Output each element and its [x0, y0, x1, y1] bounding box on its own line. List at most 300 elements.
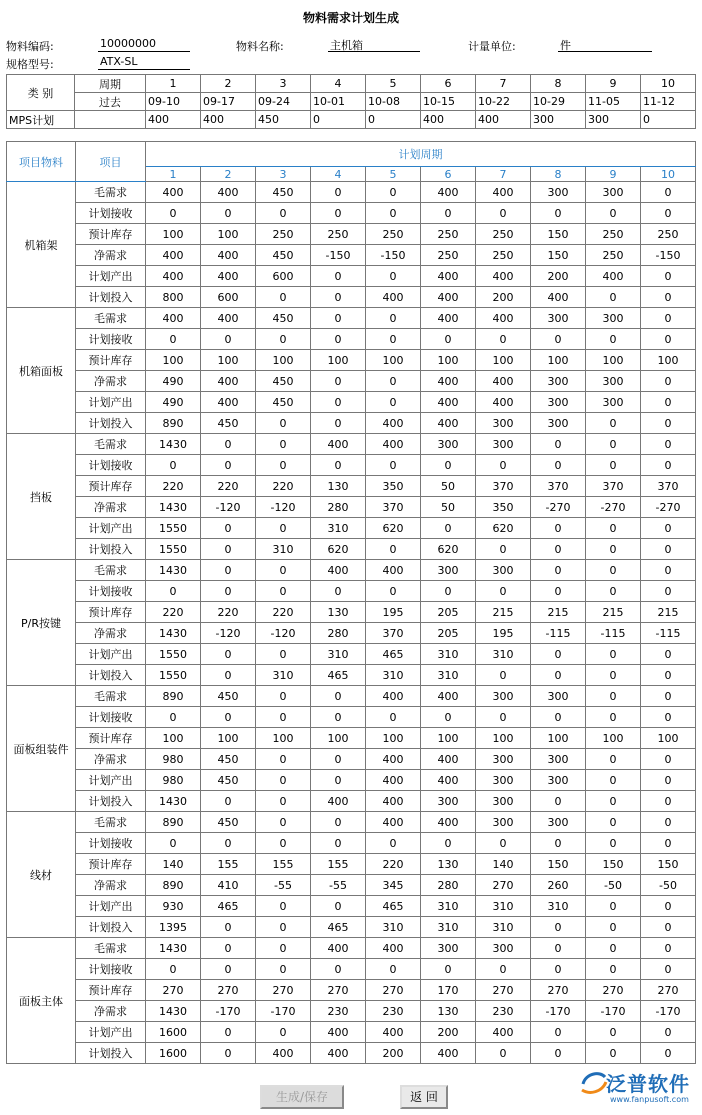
mrp-value-cell: 0 — [586, 749, 641, 770]
mrp-row — [7, 896, 696, 917]
mrp-value-cell: 100 — [256, 728, 311, 749]
mrp-value-cell: 465 — [311, 917, 366, 938]
mrp-row — [7, 875, 696, 896]
mrp-value-cell: 0 — [421, 455, 476, 476]
item-name: 毛需求 — [76, 812, 146, 833]
mrp-value-cell: 0 — [256, 707, 311, 728]
mrp-value-cell: 980 — [146, 770, 201, 791]
mrp-value-cell: 980 — [146, 749, 201, 770]
period-number: 3 — [256, 75, 311, 93]
mrp-value-cell: 0 — [146, 959, 201, 980]
mrp-value-cell: 0 — [531, 539, 586, 560]
back-button[interactable]: 返 回 — [400, 1085, 448, 1109]
mrp-value-cell: 465 — [366, 644, 421, 665]
mrp-value-cell: 0 — [366, 329, 421, 350]
item-name: 预计库存 — [76, 350, 146, 371]
mrp-value-cell: 0 — [366, 539, 421, 560]
mrp-value-cell: 0 — [311, 266, 366, 287]
mrp-value-cell: 215 — [641, 602, 696, 623]
mrp-value-cell: 400 — [366, 287, 421, 308]
mrp-value-cell: 370 — [476, 476, 531, 497]
mrp-value-cell: 0 — [641, 707, 696, 728]
mrp-value-cell: 890 — [146, 413, 201, 434]
mrp-value-cell: 0 — [641, 266, 696, 287]
material-name-value: 主机箱 — [328, 37, 420, 52]
mrp-value-cell: 0 — [641, 371, 696, 392]
mrp-value-cell: 155 — [311, 854, 366, 875]
mrp-value-cell: 0 — [201, 1022, 256, 1043]
mrp-value-cell: 0 — [201, 539, 256, 560]
mrp-value-cell: 0 — [201, 1043, 256, 1064]
mrp-value-cell: 0 — [366, 371, 421, 392]
item-name: 毛需求 — [76, 560, 146, 581]
period-number: 3 — [256, 167, 311, 182]
mrp-value-cell: 400 — [201, 371, 256, 392]
mrp-value-cell: 100 — [641, 728, 696, 749]
mrp-row — [7, 812, 696, 833]
mrp-value-cell: 300 — [421, 434, 476, 455]
mrp-value-cell: 400 — [146, 245, 201, 266]
mrp-value-cell: 300 — [531, 392, 586, 413]
mrp-value-cell: 0 — [311, 182, 366, 203]
mrp-value-cell: 220 — [256, 602, 311, 623]
mps-value: 300 — [531, 111, 586, 129]
mrp-value-cell: 620 — [366, 518, 421, 539]
mrp-row — [7, 287, 696, 308]
mrp-value-cell: 0 — [311, 686, 366, 707]
item-name: 毛需求 — [76, 434, 146, 455]
mrp-value-cell: 0 — [256, 203, 311, 224]
item-name: 计划接收 — [76, 455, 146, 476]
mrp-value-cell: 0 — [311, 329, 366, 350]
mrp-value-cell: 450 — [256, 245, 311, 266]
mrp-value-cell: 310 — [531, 896, 586, 917]
mrp-value-cell: 465 — [366, 896, 421, 917]
item-name: 净需求 — [76, 1001, 146, 1022]
mrp-value-cell: 400 — [256, 1043, 311, 1064]
mrp-row — [7, 707, 696, 728]
mrp-value-cell: 0 — [641, 392, 696, 413]
mrp-value-cell: 1430 — [146, 560, 201, 581]
mrp-value-cell: 250 — [311, 224, 366, 245]
mrp-value-cell: 400 — [476, 182, 531, 203]
period-date: 09-10 — [146, 93, 201, 111]
mrp-value-cell: 0 — [641, 581, 696, 602]
mrp-value-cell: 100 — [201, 350, 256, 371]
mrp-value-cell: 100 — [366, 728, 421, 749]
mrp-value-cell: 250 — [476, 224, 531, 245]
mrp-value-cell: 400 — [366, 686, 421, 707]
mrp-value-cell: 0 — [256, 329, 311, 350]
mrp-value-cell: 450 — [256, 182, 311, 203]
mrp-row — [7, 980, 696, 1001]
mrp-value-cell: 1430 — [146, 1001, 201, 1022]
mrp-value-cell: 280 — [421, 875, 476, 896]
mrp-value-cell: 400 — [366, 1022, 421, 1043]
mrp-value-cell: 400 — [366, 791, 421, 812]
mrp-value-cell: 100 — [476, 728, 531, 749]
item-name: 计划投入 — [76, 413, 146, 434]
period-number: 5 — [366, 75, 421, 93]
material-column-header: 项目物料 — [7, 142, 76, 182]
mrp-row — [7, 623, 696, 644]
mrp-row — [7, 665, 696, 686]
mrp-value-cell: 130 — [311, 602, 366, 623]
mrp-value-cell: 270 — [146, 980, 201, 1001]
mrp-value-cell: 0 — [366, 308, 421, 329]
mrp-row — [7, 266, 696, 287]
mrp-value-cell: 0 — [586, 539, 641, 560]
mrp-value-cell: 300 — [476, 749, 531, 770]
item-name: 计划产出 — [76, 1022, 146, 1043]
material-name-label: 物料名称: — [236, 40, 284, 53]
mrp-value-cell: 130 — [311, 476, 366, 497]
mrp-value-cell: 0 — [311, 203, 366, 224]
mrp-value-cell: 0 — [531, 833, 586, 854]
mps-value: 400 — [146, 111, 201, 129]
item-name: 计划产出 — [76, 770, 146, 791]
mrp-value-cell: 370 — [641, 476, 696, 497]
period-number: 9 — [586, 75, 641, 93]
mrp-value-cell: 400 — [201, 308, 256, 329]
mrp-value-cell: 370 — [366, 623, 421, 644]
mrp-value-cell: 310 — [476, 896, 531, 917]
mrp-row — [7, 1022, 696, 1043]
mrp-value-cell: 0 — [641, 917, 696, 938]
mrp-row — [7, 224, 696, 245]
mrp-value-cell: 350 — [366, 476, 421, 497]
mrp-value-cell: 150 — [531, 854, 586, 875]
mrp-value-cell: 300 — [531, 413, 586, 434]
mrp-value-cell: 300 — [531, 749, 586, 770]
mrp-value-cell: 0 — [586, 413, 641, 434]
mrp-value-cell: 0 — [586, 644, 641, 665]
mrp-value-cell: 1550 — [146, 518, 201, 539]
mrp-row — [7, 581, 696, 602]
mrp-value-cell: 400 — [146, 308, 201, 329]
mps-value: 450 — [256, 111, 311, 129]
mrp-value-cell: 195 — [366, 602, 421, 623]
item-name: 计划接收 — [76, 707, 146, 728]
mrp-value-cell: 490 — [146, 371, 201, 392]
period-number: 8 — [531, 75, 586, 93]
mrp-value-cell: 400 — [421, 308, 476, 329]
mrp-value-cell: -150 — [366, 245, 421, 266]
mrp-value-cell: -115 — [641, 623, 696, 644]
item-name: 毛需求 — [76, 938, 146, 959]
mrp-value-cell: 100 — [146, 224, 201, 245]
mrp-value-cell: 0 — [531, 518, 586, 539]
material-name: 挡板 — [7, 434, 76, 560]
item-name: 毛需求 — [76, 308, 146, 329]
item-name: 预计库存 — [76, 854, 146, 875]
mrp-value-cell: 0 — [586, 581, 641, 602]
mrp-value-cell: 200 — [476, 287, 531, 308]
mrp-value-cell: 0 — [146, 707, 201, 728]
item-name: 预计库存 — [76, 224, 146, 245]
mrp-value-cell: 0 — [641, 791, 696, 812]
item-name: 预计库存 — [76, 476, 146, 497]
mrp-value-cell: 150 — [531, 245, 586, 266]
logo-url: www.fanpusoft.com — [610, 1095, 689, 1104]
mrp-value-cell: 450 — [201, 686, 256, 707]
mrp-value-cell: 0 — [201, 833, 256, 854]
mrp-value-cell: 300 — [531, 812, 586, 833]
mrp-value-cell: 0 — [586, 896, 641, 917]
item-name: 净需求 — [76, 875, 146, 896]
mrp-value-cell: 0 — [421, 707, 476, 728]
mrp-value-cell: -55 — [256, 875, 311, 896]
mps-value: 400 — [201, 111, 256, 129]
mrp-value-cell: 0 — [531, 917, 586, 938]
item-name: 计划投入 — [76, 539, 146, 560]
mrp-value-cell: 400 — [201, 245, 256, 266]
mrp-value-cell: 100 — [421, 728, 476, 749]
mrp-value-cell: 150 — [531, 224, 586, 245]
material-code-label: 物料编码: — [6, 40, 54, 53]
mrp-value-cell: 0 — [201, 791, 256, 812]
mrp-value-cell: 250 — [421, 245, 476, 266]
mrp-value-cell: 310 — [476, 917, 531, 938]
period-number: 7 — [476, 167, 531, 182]
mrp-value-cell: 0 — [201, 644, 256, 665]
mrp-value-cell: 1430 — [146, 791, 201, 812]
mrp-value-cell: 310 — [311, 644, 366, 665]
mrp-value-cell: 0 — [256, 644, 311, 665]
mrp-value-cell: 0 — [586, 707, 641, 728]
mrp-value-cell: 0 — [256, 791, 311, 812]
mrp-value-cell: 1395 — [146, 917, 201, 938]
mrp-value-cell: 170 — [421, 980, 476, 1001]
mrp-value-cell: 50 — [421, 476, 476, 497]
period-number: 2 — [201, 75, 256, 93]
mrp-value-cell: 0 — [641, 560, 696, 581]
item-name: 预计库存 — [76, 602, 146, 623]
mrp-value-cell: 280 — [311, 497, 366, 518]
mrp-value-cell: 0 — [531, 665, 586, 686]
item-name: 计划投入 — [76, 1043, 146, 1064]
item-name: 计划投入 — [76, 917, 146, 938]
mrp-value-cell: 220 — [201, 602, 256, 623]
mrp-value-cell: 230 — [311, 1001, 366, 1022]
mrp-value-cell: 0 — [641, 329, 696, 350]
mrp-value-cell: 0 — [256, 434, 311, 455]
item-name: 计划接收 — [76, 329, 146, 350]
mrp-value-cell: 300 — [531, 182, 586, 203]
mrp-value-cell: 100 — [421, 350, 476, 371]
mrp-value-cell: 0 — [201, 707, 256, 728]
mrp-value-cell: 350 — [476, 497, 531, 518]
mrp-value-cell: 310 — [256, 539, 311, 560]
mrp-value-cell: 400 — [421, 749, 476, 770]
mrp-value-cell: 220 — [256, 476, 311, 497]
mrp-value-cell: 0 — [531, 560, 586, 581]
mrp-value-cell: 0 — [366, 392, 421, 413]
mrp-value-cell: 400 — [366, 413, 421, 434]
mrp-value-cell: 1430 — [146, 938, 201, 959]
mrp-row — [7, 749, 696, 770]
mrp-value-cell: 0 — [476, 1043, 531, 1064]
mrp-row — [7, 329, 696, 350]
mrp-value-cell: 0 — [586, 287, 641, 308]
mrp-header-row — [7, 142, 696, 167]
category-label: 类 别 — [7, 75, 75, 111]
mrp-value-cell: 0 — [531, 791, 586, 812]
mrp-value-cell: 310 — [421, 896, 476, 917]
mps-value: 400 — [476, 111, 531, 129]
unit-label: 计量单位: — [468, 40, 516, 53]
period-date: 11-12 — [641, 93, 696, 111]
mrp-value-cell: 0 — [586, 791, 641, 812]
mrp-value-cell: 0 — [531, 644, 586, 665]
mrp-value-cell: 450 — [256, 308, 311, 329]
mrp-value-cell: 0 — [531, 329, 586, 350]
item-name: 净需求 — [76, 749, 146, 770]
item-name: 预计库存 — [76, 728, 146, 749]
mrp-value-cell: 220 — [201, 476, 256, 497]
mrp-value-cell: 150 — [641, 854, 696, 875]
date-row — [7, 93, 696, 111]
period-label: 周期 — [75, 75, 146, 93]
mrp-value-cell: 0 — [311, 308, 366, 329]
mrp-value-cell: 100 — [311, 728, 366, 749]
mrp-row — [7, 686, 696, 707]
mrp-value-cell: 300 — [421, 938, 476, 959]
material-name: 面板组装件 — [7, 686, 76, 812]
mrp-value-cell: 890 — [146, 686, 201, 707]
mrp-value-cell: 400 — [421, 371, 476, 392]
mps-value: 400 — [421, 111, 476, 129]
mrp-value-cell: 0 — [531, 203, 586, 224]
period-date: 10-08 — [366, 93, 421, 111]
mrp-value-cell: 0 — [641, 1043, 696, 1064]
mrp-value-cell: 0 — [366, 833, 421, 854]
mrp-row — [7, 791, 696, 812]
mrp-value-cell: 0 — [476, 665, 531, 686]
item-name: 预计库存 — [76, 980, 146, 1001]
mrp-value-cell: 450 — [201, 770, 256, 791]
mrp-value-cell: 0 — [311, 371, 366, 392]
mrp-value-cell: 890 — [146, 875, 201, 896]
mrp-value-cell: 0 — [531, 1022, 586, 1043]
mrp-row — [7, 728, 696, 749]
mrp-value-cell: 0 — [476, 539, 531, 560]
mrp-value-cell: 400 — [311, 434, 366, 455]
mrp-value-cell: 400 — [421, 266, 476, 287]
mrp-value-cell: 310 — [256, 665, 311, 686]
mrp-value-cell: 400 — [311, 1022, 366, 1043]
mrp-row — [7, 539, 696, 560]
mrp-value-cell: 0 — [586, 329, 641, 350]
mrp-value-cell: 400 — [366, 560, 421, 581]
mrp-value-cell: 100 — [476, 350, 531, 371]
mrp-value-cell: 400 — [201, 392, 256, 413]
mps-value: 300 — [586, 111, 641, 129]
mrp-value-cell: 100 — [586, 728, 641, 749]
mrp-value-cell: 400 — [311, 791, 366, 812]
mrp-value-cell: 100 — [201, 224, 256, 245]
mrp-row — [7, 434, 696, 455]
mrp-value-cell: -50 — [641, 875, 696, 896]
mrp-value-cell: 400 — [311, 938, 366, 959]
mrp-value-cell: 1430 — [146, 497, 201, 518]
mrp-value-cell: 400 — [476, 392, 531, 413]
mrp-value-cell: -120 — [201, 623, 256, 644]
mrp-value-cell: 0 — [641, 539, 696, 560]
mrp-value-cell: 370 — [531, 476, 586, 497]
period-number: 4 — [311, 167, 366, 182]
period-number: 2 — [201, 167, 256, 182]
mrp-value-cell: 0 — [201, 938, 256, 959]
mrp-value-cell: 250 — [641, 224, 696, 245]
mrp-value-cell: -170 — [586, 1001, 641, 1022]
mrp-row — [7, 308, 696, 329]
period-row — [7, 75, 696, 93]
mrp-value-cell: -120 — [201, 497, 256, 518]
mrp-value-cell: 0 — [586, 1043, 641, 1064]
mrp-value-cell: 310 — [476, 644, 531, 665]
period-number: 6 — [421, 75, 476, 93]
period-number: 1 — [146, 167, 201, 182]
mrp-value-cell: 0 — [421, 329, 476, 350]
mrp-value-cell: 0 — [421, 581, 476, 602]
item-name: 计划产出 — [76, 896, 146, 917]
mrp-value-cell: 400 — [421, 182, 476, 203]
mrp-value-cell: 400 — [421, 812, 476, 833]
mrp-value-cell: 250 — [586, 224, 641, 245]
mrp-value-cell: 0 — [476, 203, 531, 224]
mrp-value-cell: 50 — [421, 497, 476, 518]
mrp-value-cell: 0 — [641, 833, 696, 854]
period-date: 10-01 — [311, 93, 366, 111]
page-title: 物料需求计划生成 — [302, 11, 399, 25]
mrp-value-cell: 0 — [146, 581, 201, 602]
mrp-value-cell: 250 — [256, 224, 311, 245]
mrp-row — [7, 770, 696, 791]
mrp-value-cell: 0 — [146, 833, 201, 854]
mrp-value-cell: 100 — [641, 350, 696, 371]
item-name: 计划接收 — [76, 581, 146, 602]
mrp-value-cell: 300 — [531, 770, 586, 791]
mrp-value-cell: 400 — [201, 182, 256, 203]
mrp-value-cell: 0 — [366, 203, 421, 224]
mrp-value-cell: 0 — [586, 686, 641, 707]
mrp-value-cell: 890 — [146, 812, 201, 833]
mrp-row — [7, 644, 696, 665]
item-name: 计划产出 — [76, 518, 146, 539]
mrp-value-cell: 400 — [311, 560, 366, 581]
mrp-value-cell: 0 — [476, 455, 531, 476]
mrp-value-cell: 300 — [531, 371, 586, 392]
mrp-value-cell: 215 — [476, 602, 531, 623]
mrp-value-cell: 400 — [586, 266, 641, 287]
mrp-value-cell: 0 — [256, 896, 311, 917]
mrp-value-cell: 0 — [256, 959, 311, 980]
mrp-value-cell: 620 — [476, 518, 531, 539]
mrp-value-cell: 400 — [201, 266, 256, 287]
mrp-row — [7, 833, 696, 854]
mrp-value-cell: 400 — [476, 308, 531, 329]
mrp-value-cell: 270 — [201, 980, 256, 1001]
mrp-row — [7, 1043, 696, 1064]
mrp-value-cell: 130 — [421, 1001, 476, 1022]
mrp-value-cell: 0 — [641, 749, 696, 770]
generate-save-button[interactable]: 生成/保存 — [260, 1085, 344, 1109]
mrp-value-cell: 0 — [421, 959, 476, 980]
item-name: 计划投入 — [76, 791, 146, 812]
mrp-value-cell: 0 — [586, 938, 641, 959]
mrp-value-cell: 0 — [366, 455, 421, 476]
